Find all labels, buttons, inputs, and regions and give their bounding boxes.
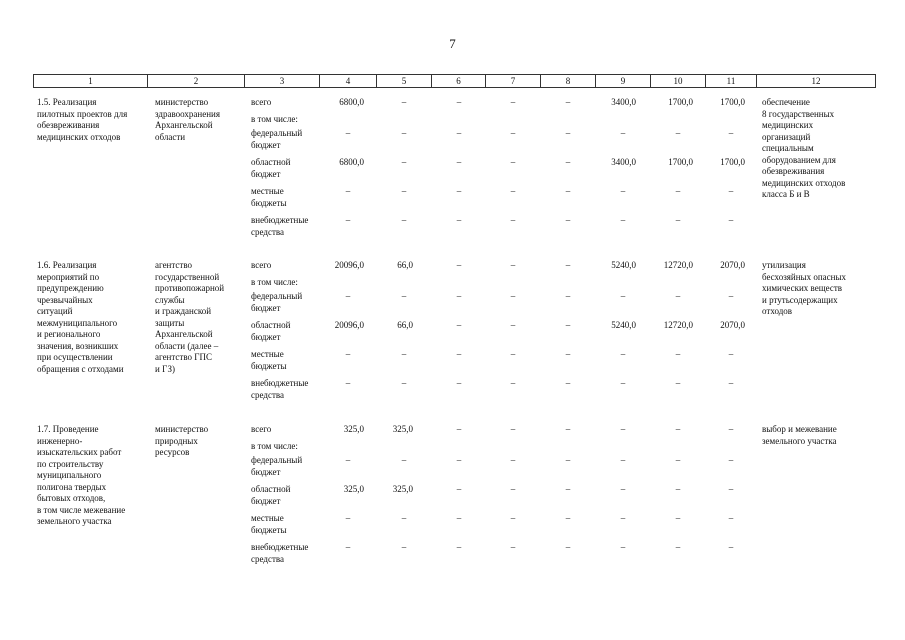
value-cell: – [728,378,734,388]
value-cell: 3400,0 [611,157,636,167]
funding-source-label: областной бюджет [251,484,291,506]
value-cell: 12720,0 [663,320,693,330]
value-cell: – [728,424,734,434]
value-cell: – [675,542,681,552]
value-cell: 1700,0 [668,97,693,107]
value-cell: – [675,378,681,388]
measure-name: 1.5. Реализация пилотных проектов для обезвреживания медицинских отходов [37,97,128,142]
value-cell: – [510,128,516,138]
value-cell: – [620,455,626,465]
value-cell: – [675,215,681,225]
value-cell: – [728,291,734,301]
value-cell: – [401,513,407,523]
value-cell: – [401,186,407,196]
funding-source-label: внебюджетные средства [251,378,309,400]
value-cell: – [456,215,462,225]
value-cell: – [456,186,462,196]
value-cell: – [456,349,462,359]
value-cell: – [565,291,571,301]
funding-source-label: областной бюджет [251,320,291,342]
value-cell: – [401,97,407,107]
value-cell: – [456,542,462,552]
header-cell: 7 [486,75,541,87]
value-cell: – [675,455,681,465]
value-cell: – [510,349,516,359]
value-cell: – [510,186,516,196]
value-cell: – [345,542,351,552]
value-cell: 325,0 [392,424,413,434]
funding-source-label: местные бюджеты [251,349,287,371]
value-cell: – [620,186,626,196]
value-cell: – [510,157,516,167]
measure-name: 1.6. Реализация мероприятий по предупреждению чрезвычайных ситуаций межмуниципального и регионального значения, возникших при осуществлении обращения с отходами [37,260,124,374]
value-cell: – [728,215,734,225]
header-cell: 4 [320,75,377,87]
expected-result: выбор и межевание земельного участка [762,424,837,446]
value-cell: – [345,513,351,523]
value-cell: – [456,424,462,434]
value-cell: – [565,260,571,270]
header-cell: 1 [33,75,148,87]
value-cell: – [456,378,462,388]
value-cell: – [456,513,462,523]
value-cell: – [620,349,626,359]
value-cell: – [510,291,516,301]
header-cell: 3 [245,75,320,87]
header-cell: 8 [541,75,596,87]
value-cell: – [620,513,626,523]
funding-source-label: в том числе: [251,441,298,451]
value-cell: 2070,0 [720,260,745,270]
value-cell: – [456,455,462,465]
value-cell: – [565,513,571,523]
value-cell: – [401,455,407,465]
header-cell: 2 [148,75,245,87]
value-cell: – [675,424,681,434]
value-cell: – [728,542,734,552]
value-cell: – [565,378,571,388]
header-cell: 6 [432,75,486,87]
value-cell: 20096,0 [334,320,364,330]
value-cell: – [510,260,516,270]
value-cell: – [510,378,516,388]
value-cell: – [728,186,734,196]
value-cell: – [510,542,516,552]
page-number: 7 [449,36,456,51]
value-cell: – [401,128,407,138]
funding-source-label: местные бюджеты [251,186,287,208]
value-cell: – [565,157,571,167]
value-cell: 325,0 [392,484,413,494]
header-cell: 9 [596,75,651,87]
value-cell: – [401,157,407,167]
value-cell: – [510,215,516,225]
value-cell: – [728,128,734,138]
value-cell: – [565,424,571,434]
funding-source-label: местные бюджеты [251,513,287,535]
funding-source-label: всего [251,260,272,270]
value-cell: – [401,378,407,388]
funding-source-label: федеральный бюджет [251,455,303,477]
executor: министерство здравоохранения Архангельской области [155,97,221,142]
value-cell: 325,0 [343,484,364,494]
header-cell: 10 [651,75,706,87]
value-cell: 20096,0 [334,260,364,270]
value-cell: – [565,215,571,225]
value-cell: – [345,186,351,196]
value-cell: – [675,349,681,359]
value-cell: 1700,0 [720,97,745,107]
value-cell: – [510,455,516,465]
value-cell: – [565,349,571,359]
value-cell: – [456,291,462,301]
value-cell: – [510,424,516,434]
value-cell: – [675,291,681,301]
value-cell: – [510,484,516,494]
funding-source-label: всего [251,424,272,434]
value-cell: – [510,320,516,330]
value-cell: – [565,128,571,138]
value-cell: – [345,291,351,301]
funding-source-label: внебюджетные средства [251,215,309,237]
value-cell: – [565,97,571,107]
value-cell: – [620,291,626,301]
table-header [33,74,876,88]
value-cell: – [620,215,626,225]
value-cell: – [728,455,734,465]
value-cell: – [620,378,626,388]
value-cell: – [510,513,516,523]
value-cell: 5240,0 [611,260,636,270]
header-cell: 11 [706,75,757,87]
value-cell: – [456,484,462,494]
funding-source-label: внебюджетные средства [251,542,309,564]
value-cell: 6800,0 [339,157,364,167]
value-cell: – [456,157,462,167]
value-cell: – [675,484,681,494]
value-cell: – [401,291,407,301]
funding-source-label: в том числе: [251,277,298,287]
value-cell: – [401,215,407,225]
value-cell: – [345,378,351,388]
value-cell: – [565,186,571,196]
funding-source-label: областной бюджет [251,157,291,179]
value-cell: – [456,320,462,330]
executor: министерство природных ресурсов [155,424,209,457]
value-cell: – [565,455,571,465]
value-cell: 1700,0 [720,157,745,167]
funding-source-label: в том числе: [251,114,298,124]
value-cell: – [345,455,351,465]
value-cell: – [620,424,626,434]
value-cell: – [401,542,407,552]
value-cell: – [345,128,351,138]
value-cell: 3400,0 [611,97,636,107]
value-cell: – [456,260,462,270]
value-cell: – [456,97,462,107]
value-cell: 325,0 [343,424,364,434]
value-cell: – [345,349,351,359]
value-cell: – [510,97,516,107]
value-cell: 1700,0 [668,157,693,167]
value-cell: – [620,484,626,494]
expected-result: обеспечение 8 государственных медицинских организаций специальным оборудованием для обезвреживания медицинских отходов класса Б и В [762,97,846,199]
funding-source-label: федеральный бюджет [251,128,303,150]
value-cell: – [456,128,462,138]
funding-source-label: федеральный бюджет [251,291,303,313]
header-cell: 5 [377,75,432,87]
value-cell: 66,0 [397,260,413,270]
value-cell: 66,0 [397,320,413,330]
value-cell: – [675,186,681,196]
executor: агентство государственной противопожарной службы и гражданской защиты Архангельской области (далее – агентство ГПС и ГЗ) [155,260,225,374]
value-cell: – [345,215,351,225]
value-cell: – [620,128,626,138]
value-cell: 12720,0 [663,260,693,270]
value-cell: 6800,0 [339,97,364,107]
funding-source-label: всего [251,97,272,107]
header-cell: 12 [757,75,876,87]
value-cell: – [675,513,681,523]
value-cell: 2070,0 [720,320,745,330]
expected-result: утилизация бесхозяйных опасных химических веществ и ртутьсодержащих отходов [762,260,847,316]
value-cell: – [401,349,407,359]
measure-name: 1.7. Проведение инженерно- изыскательских работ по строительству муниципального полигона твердых бытовых отходов, в том числе межевание земельного участка [37,424,126,526]
value-cell: – [728,484,734,494]
value-cell: – [565,320,571,330]
value-cell: – [728,349,734,359]
value-cell: – [675,128,681,138]
value-cell: – [728,513,734,523]
value-cell: – [565,484,571,494]
value-cell: – [565,542,571,552]
value-cell: 5240,0 [611,320,636,330]
value-cell: – [620,542,626,552]
